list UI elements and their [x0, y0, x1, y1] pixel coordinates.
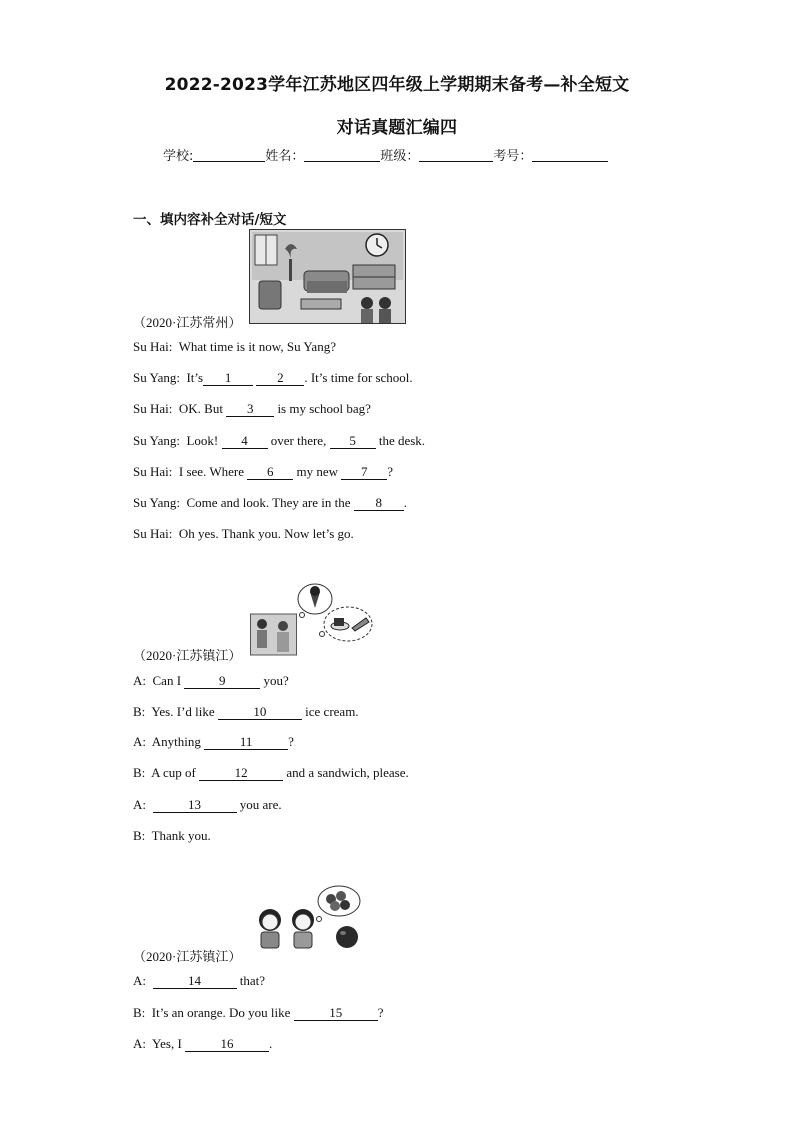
line-text: I see. Where: [178, 464, 244, 479]
answer-blank-4[interactable]: 4: [222, 434, 268, 449]
document-title-line2: 对话真题汇编四: [336, 118, 458, 138]
dialogue-line: [133, 433, 425, 449]
dialogue-line: [133, 973, 265, 989]
speaker: Su Yang:: [133, 495, 180, 510]
line-text: .: [269, 1036, 273, 1051]
line-text: What time is it now, Su Yang?: [178, 339, 336, 354]
answer-blank-15[interactable]: 15: [294, 1006, 378, 1021]
source-label-3: （2020·江苏镇江）: [133, 949, 242, 964]
source-label-1: （2020·江苏常州）: [133, 315, 242, 330]
speaker: B:: [133, 828, 146, 843]
answer-blank-13[interactable]: 13: [153, 798, 237, 813]
line-text: A cup of: [151, 765, 196, 780]
answer-blank-11[interactable]: 11: [204, 735, 288, 750]
line-text: OK. But: [178, 401, 223, 416]
line-text: is my school bag?: [277, 401, 371, 416]
dialogue-line: [133, 765, 409, 781]
dialogue-line: [133, 734, 294, 750]
dialogue-line: [133, 339, 336, 355]
answer-blank-10[interactable]: 10: [218, 705, 302, 720]
line-text: that?: [239, 973, 266, 988]
children-orange-picture: [253, 884, 365, 956]
living-room-picture: [249, 229, 406, 324]
school-label: 学校:: [163, 149, 194, 164]
dialogue-line: [133, 673, 289, 689]
school-blank[interactable]: [193, 147, 265, 162]
shop-picture: [250, 582, 375, 656]
speaker: Su Hai:: [133, 464, 173, 479]
dialogue-line: [133, 1036, 272, 1052]
answer-blank-7[interactable]: 7: [341, 465, 387, 480]
answer-blank-6[interactable]: 6: [247, 465, 293, 480]
speaker: Su Yang:: [133, 370, 180, 385]
speaker: A:: [133, 734, 146, 749]
answer-blank-5[interactable]: 5: [330, 434, 376, 449]
speaker: Su Hai:: [133, 401, 173, 416]
line-text: It’s an orange. Do you like: [151, 1005, 291, 1020]
speaker: A:: [133, 973, 146, 988]
speaker: B:: [133, 1005, 146, 1020]
speaker: Su Hai:: [133, 526, 173, 541]
speaker: B:: [133, 704, 146, 719]
class-label: 班级：: [380, 149, 420, 164]
dialogue-line: [133, 704, 359, 720]
answer-blank-3[interactable]: 3: [226, 402, 274, 417]
dialogue-line: [133, 495, 407, 511]
line-text: Anything: [151, 734, 201, 749]
line-text: ?: [387, 464, 394, 479]
line-text: ?: [288, 734, 294, 749]
line-text: ice cream.: [305, 704, 359, 719]
section-heading: 一、填内容补全对话/短文: [133, 212, 287, 228]
speaker: A:: [133, 1036, 146, 1051]
line-text: the desk.: [378, 433, 426, 448]
dialogue-line: [133, 370, 413, 386]
dialogue-line: [133, 401, 371, 417]
dialogue-line: [133, 526, 354, 542]
student-info-row: [163, 145, 608, 164]
answer-blank-12[interactable]: 12: [199, 766, 283, 781]
answer-blank-1[interactable]: 1: [203, 371, 253, 386]
line-text: Oh yes. Thank you. Now let’s go.: [178, 526, 354, 541]
answer-blank-8[interactable]: 8: [354, 496, 404, 511]
speaker: A:: [133, 797, 146, 812]
number-blank[interactable]: [532, 147, 608, 162]
line-text: over there,: [270, 433, 327, 448]
line-text: ?: [377, 1005, 384, 1020]
line-text: Can I: [152, 673, 182, 688]
answer-blank-14[interactable]: 14: [153, 974, 237, 989]
line-text: you?: [263, 673, 289, 688]
class-blank[interactable]: [419, 147, 493, 162]
line-text: . It’s time for school.: [304, 370, 413, 385]
line-text: It’s: [186, 370, 204, 385]
speaker: B:: [133, 765, 146, 780]
speaker: Su Yang:: [133, 433, 180, 448]
dialogue-line: [133, 828, 211, 844]
line-text: .: [403, 495, 407, 510]
answer-blank-16[interactable]: 16: [185, 1037, 269, 1052]
dialogue-line: [133, 797, 282, 813]
line-text: and a sandwich, please.: [286, 765, 409, 780]
line-text: Look!: [186, 433, 219, 448]
speaker: Su Hai:: [133, 339, 173, 354]
line-text: Yes. I’d like: [151, 704, 215, 719]
name-blank[interactable]: [304, 147, 380, 162]
line-text: my new: [296, 464, 338, 479]
line-text: you are.: [239, 797, 282, 812]
line-text: Come and look. They are in the: [186, 495, 351, 510]
source-label-2: （2020·江苏镇江）: [133, 648, 242, 663]
answer-blank-2[interactable]: 2: [256, 371, 304, 386]
dialogue-line: [133, 1005, 383, 1021]
speaker: A:: [133, 673, 146, 688]
number-label: 考号：: [493, 149, 533, 164]
answer-blank-9[interactable]: 9: [184, 674, 260, 689]
line-text: Yes, I: [152, 1036, 182, 1051]
line-text: Thank you.: [151, 828, 211, 843]
dialogue-line: [133, 464, 393, 480]
name-label: 姓名：: [265, 149, 305, 164]
document-title-line1: 2022-2023学年江苏地区四年级上学期期末备考—补全短文: [164, 75, 630, 95]
